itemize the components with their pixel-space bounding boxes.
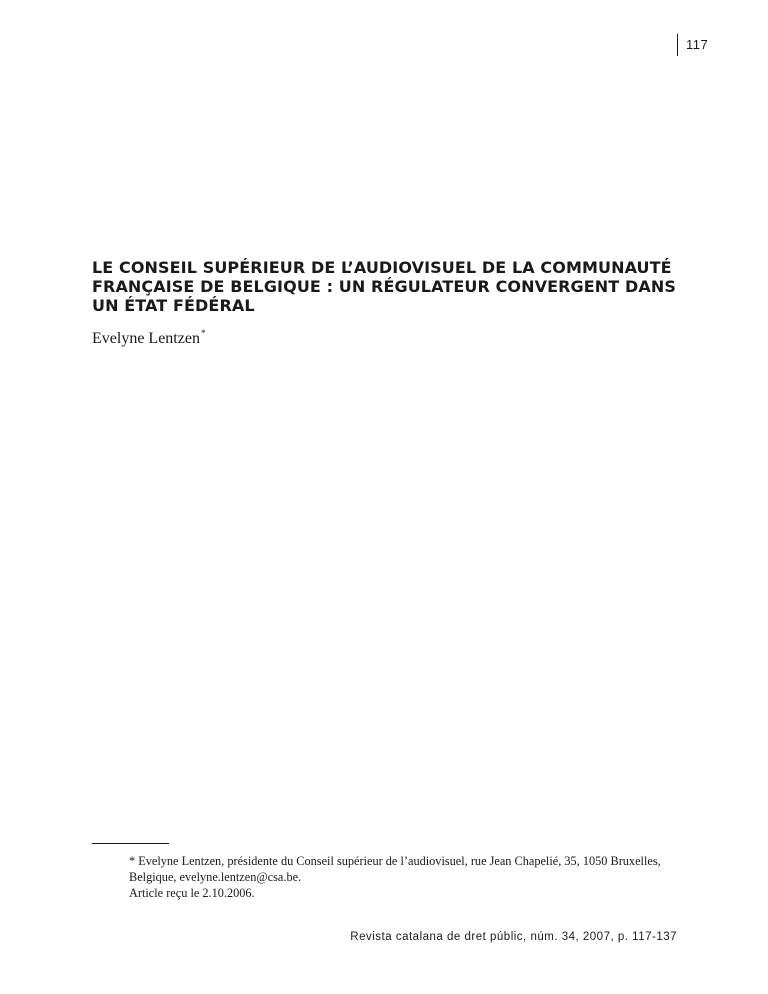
author-name: Evelyne Lentzen <box>92 330 200 347</box>
article-title: LE CONSEIL SUPÉRIEUR DE L’AUDIOVISUEL DE LA COMMUNAUTÉ FRANÇAISE DE BELGIQUE : UN RÉGULATEUR CONVERGENT DANS UN ÉTAT FÉDÉRAL <box>92 258 676 315</box>
author-footnote-marker[interactable]: * <box>200 328 206 338</box>
footnote <box>129 853 689 901</box>
author-line <box>92 330 205 348</box>
page-number-divider <box>677 34 678 56</box>
footnote-received-date: Article reçu le 2.10.2006. <box>129 886 255 900</box>
footnote-author-affiliation: * Evelyne Lentzen, présidente du Conseil supérieur de l’audiovisuel, rue Jean Chapelié, 35, 1050 Bruxelles, Belgique, evelyne.lentzen@csa.be. <box>129 854 661 884</box>
footnote-divider <box>92 843 169 844</box>
page-number: 117 <box>686 37 709 52</box>
journal-reference: Revista catalana de dret públic, núm. 34, 2007, p. 117-137 <box>350 931 677 943</box>
